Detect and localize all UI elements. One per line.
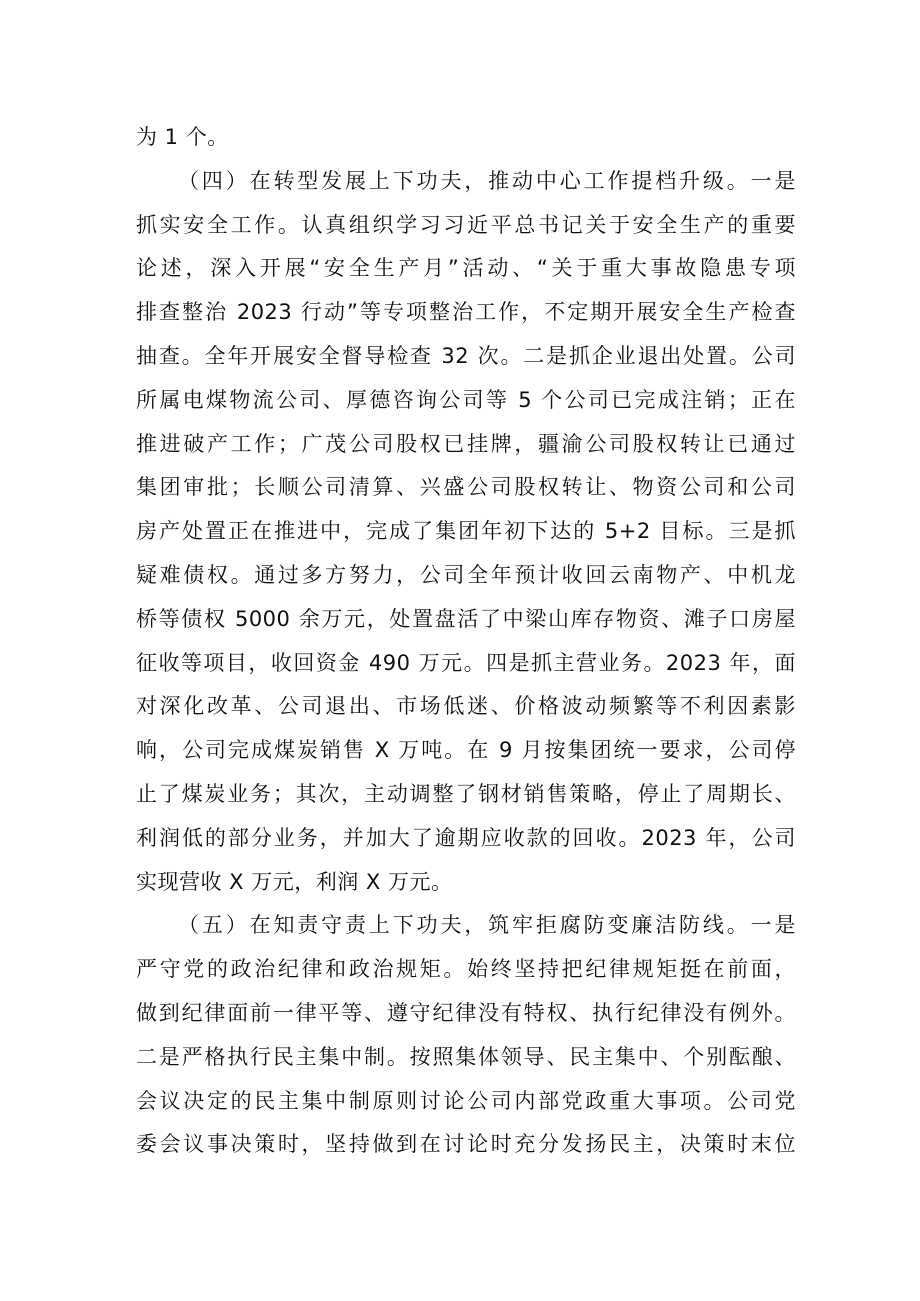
section-five-heading-line: （五）在知责守责上下功夫，筑牢拒腐防变廉洁防线。一是 (178, 913, 796, 938)
text-line: 为 1 个。 (136, 125, 229, 149)
text-line: 所属电煤物流公司、厚德咨询公司等 5 个公司已完成注销；正在 (136, 387, 796, 412)
text-line: 排查整治 2023 行动”等专项整治工作，不定期开展安全生产检查 (136, 300, 796, 325)
text-line: 集团审批；长顺公司清算、兴盛公司股权转让、物资公司和公司 (136, 475, 796, 500)
text-line: 推进破产工作；广茂公司股权已挂牌，疆渝公司股权转让已通过 (136, 431, 796, 456)
text-line: 响，公司完成煤炭销售 X 万吨。在 9 月按集团统一要求，公司停 (136, 738, 796, 763)
section-four-heading-line: （四）在转型发展上下功夫，推动中心工作提档升级。一是 (178, 168, 796, 193)
text-line: 做到纪律面前一律平等、遵守纪律没有特权、执行纪律没有例外。 (136, 1000, 796, 1025)
text-line: 实现营收 X 万元，利润 X 万元。 (136, 869, 453, 894)
text-line: 利润低的部分业务，并加大了逾期应收款的回收。2023 年，公司 (136, 825, 796, 850)
text-line: 疑难债权。通过多方努力，公司全年预计收回云南物产、中机龙 (136, 562, 796, 587)
text-line: 桥等债权 5000 余万元，处置盘活了中梁山库存物资、滩子口房屋 (136, 606, 796, 631)
text-line: 对深化改革、公司退出、市场低迷、价格波动频繁等不利因素影 (136, 694, 796, 719)
text-line: 会议决定的民主集中制原则讨论公司内部党政重大事项。公司党 (136, 1088, 796, 1113)
text-line: 抽查。全年开展安全督导检查 32 次。二是抓企业退出处置。公司 (136, 343, 796, 368)
text-line: 严守党的政治纪律和政治规矩。始终坚持把纪律规矩挺在前面， (136, 957, 796, 982)
text-line: 论述，深入开展“安全生产月”活动、“关于重大事故隐患专项 (136, 256, 796, 281)
document-body (136, 116, 796, 1167)
text-line: 房产处置正在推进中，完成了集团年初下达的 5+2 目标。三是抓 (136, 519, 796, 544)
text-line: 抓实安全工作。认真组织学习习近平总书记关于安全生产的重要 (136, 212, 796, 237)
text-line: 委会议事决策时，坚持做到在讨论时充分发扬民主，决策时末位 (136, 1132, 796, 1157)
text-line: 止了煤炭业务；其次，主动调整了钢材销售策略，停止了周期长、 (136, 781, 796, 806)
text-line: 征收等项目，收回资金 490 万元。四是抓主营业务。2023 年，面 (136, 650, 796, 675)
text-line: 二是严格执行民主集中制。按照集体领导、民主集中、个别酝酿、 (136, 1044, 796, 1069)
